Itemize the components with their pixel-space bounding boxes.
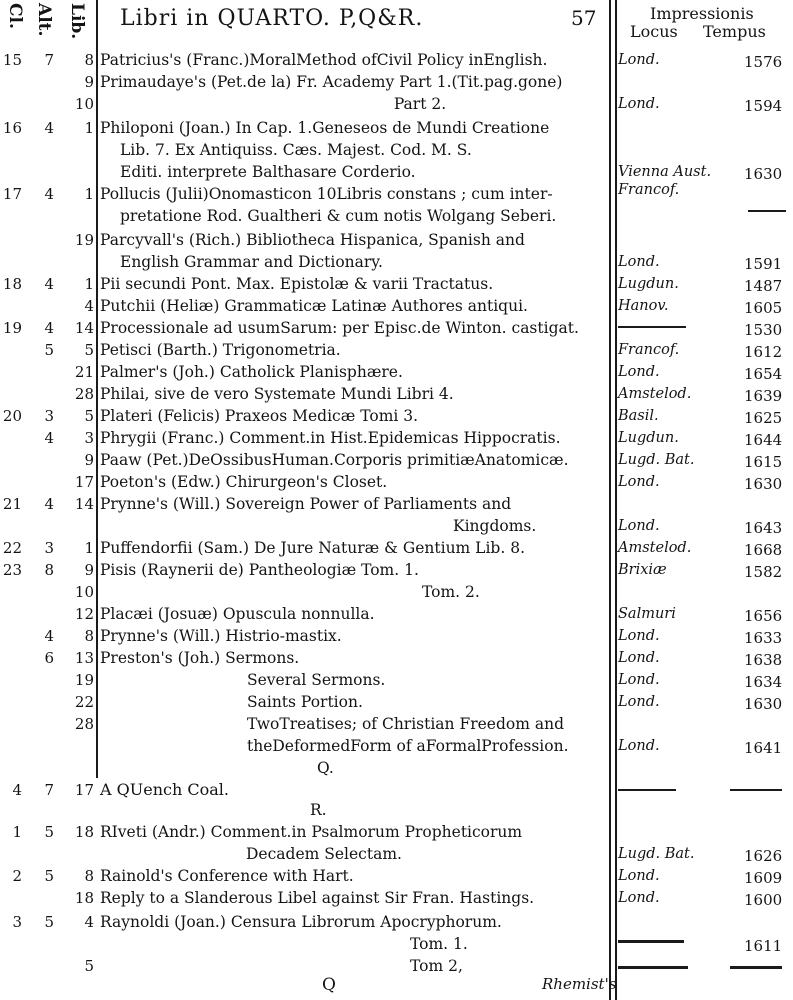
entry-locus: Lond. (618, 650, 660, 666)
entry-lib: 5 (84, 341, 94, 359)
entry-alt: 4 (44, 119, 54, 137)
entry-cl: 16 (2, 119, 22, 137)
entry-text: Parcyvall's (Rich.) Bibliotheca Hispanica, Spanish and (100, 231, 525, 249)
header-locus: Locus (630, 22, 678, 41)
entry-alt: 7 (44, 51, 54, 69)
locus-dash (618, 789, 676, 791)
locus-dash (618, 966, 688, 969)
entry-tempus: 1487 (744, 277, 783, 295)
entry-text: Plateri (Felicis) Praxeos Medicæ Tomi 3. (100, 407, 419, 425)
entry-text: Decadem Selectam. (246, 845, 402, 863)
entry-lib: 12 (74, 605, 94, 623)
column-label-lib: Lib. (67, 3, 87, 40)
locus-dash (618, 326, 686, 328)
entry-text: Poeton's (Edw.) Chirurgeon's Closet. (100, 473, 388, 491)
locus-dash (618, 940, 684, 943)
entry-locus: Lond. (618, 628, 660, 644)
entry-text: Processionale ad usumSarum: per Episc.de Winton. castigat. (100, 319, 579, 337)
entry-tempus: 1600 (744, 891, 783, 909)
entry-alt: 6 (44, 649, 54, 667)
entry-cl: 23 (2, 561, 22, 579)
entry-text: Saints Portion. (247, 693, 363, 711)
entry-text: A QUench Coal. (100, 780, 229, 799)
entry-cl: 3 (12, 913, 22, 931)
column-rule-entries-right (615, 0, 617, 1000)
tempus-dash (730, 789, 782, 791)
entry-lib: 8 (84, 51, 94, 69)
entry-text: Tom. 1. (410, 935, 468, 953)
entry-locus: Lond. (618, 694, 660, 710)
entry-tempus: 1630 (744, 165, 783, 183)
entry-text: TwoTreatises; of Christian Freedom and (247, 715, 564, 733)
entry-tempus: 1656 (744, 607, 783, 625)
entry-lib: 18 (74, 823, 94, 841)
entry-locus: Vienna Aust. (618, 164, 712, 180)
entry-cl: 4 (12, 781, 22, 799)
entry-text: Preston's (Joh.) Sermons. (100, 649, 300, 667)
entry-tempus: 1644 (744, 431, 783, 449)
entry-alt: 4 (44, 275, 54, 293)
entry-text: Editi. interprete Balthasare Corderio. (120, 163, 416, 181)
entry-text: Tom. 2. (422, 583, 480, 601)
entry-lib: 28 (74, 715, 94, 733)
entry-locus: Lond. (618, 518, 660, 534)
entry-locus: Francof. (618, 342, 680, 358)
entry-tempus: 1582 (744, 563, 783, 581)
entry-cl: 17 (2, 185, 22, 203)
entry-text: Several Sermons. (247, 671, 386, 689)
entry-lib: 18 (74, 889, 94, 907)
entry-text: Paaw (Pet.)DeOssibusHuman.Corporis primitiæAnatomicæ. (100, 451, 569, 469)
entry-tempus: 1634 (744, 673, 783, 691)
entry-tempus: 1609 (744, 869, 783, 887)
entry-locus: Lond. (618, 254, 660, 270)
entry-text: Phrygii (Franc.) Comment.in Hist.Epidemicas Hippocratis. (100, 429, 561, 447)
entry-lib: 8 (84, 627, 94, 645)
page-title: Libri in QUARTO. P,Q&R. (120, 6, 424, 31)
entry-alt: 5 (44, 341, 54, 359)
entry-lib: 4 (84, 297, 94, 315)
entry-lib: 8 (84, 867, 94, 885)
entry-text: Primaudaye's (Pet.de la) Fr. Academy Part 1.(Tit.pag.gone) (100, 73, 563, 91)
entry-text: Rainold's Conference with Hart. (100, 867, 354, 885)
entry-tempus: 1594 (744, 97, 783, 115)
entry-tempus: 1638 (744, 651, 783, 669)
entry-alt: 5 (44, 913, 54, 931)
entry-text: Prynne's (Will.) Sovereign Power of Parliaments and (100, 495, 512, 513)
entry-tempus: 1630 (744, 475, 783, 493)
entry-locus: Lond. (618, 868, 660, 884)
entry-cl: 15 (2, 51, 22, 69)
header-tempus: Tempus (703, 22, 766, 41)
entry-locus: Lond. (618, 890, 660, 906)
entry-locus: Lugd. Bat. (618, 452, 695, 468)
entry-alt: 3 (44, 539, 54, 557)
entry-cl: 21 (2, 495, 22, 513)
entry-alt: 4 (44, 627, 54, 645)
entry-lib: 9 (84, 561, 94, 579)
entry-text: Puffendorfii (Sam.) De Jure Naturæ & Gentium Lib. 8. (100, 539, 525, 557)
entry-text: Putchii (Heliæ) Grammaticæ Latinæ Authores antiqui. (100, 297, 528, 315)
entry-alt: 8 (44, 561, 54, 579)
entry-lib: 5 (84, 957, 94, 975)
entry-lib: 4 (84, 913, 94, 931)
entry-lib: 3 (84, 429, 94, 447)
entry-tempus: 1639 (744, 387, 783, 405)
entry-tempus: 1615 (744, 453, 783, 471)
entry-lib: 1 (84, 119, 94, 137)
page-number: 57 (571, 6, 597, 30)
entry-alt: 4 (44, 185, 54, 203)
entry-tempus: 1633 (744, 629, 783, 647)
entry-lib: 10 (74, 583, 94, 601)
entry-locus: Salmuri (618, 606, 676, 622)
entry-locus: Brixiæ (618, 562, 667, 578)
entry-tempus: 1643 (744, 519, 783, 537)
entry-text: theDeformedForm of aFormalProfession. (247, 737, 569, 755)
entry-cl: 20 (2, 407, 22, 425)
entry-lib: 28 (74, 385, 94, 403)
entry-lib: 5 (84, 407, 94, 425)
entry-text: Pisis (Raynerii de) Pantheologiæ Tom. 1. (100, 561, 419, 579)
entry-text: Palmer's (Joh.) Catholick Planisphære. (100, 363, 403, 381)
entry-lib: 9 (84, 73, 94, 91)
entry-locus: Lugdun. (618, 276, 679, 292)
entry-lib: 1 (84, 539, 94, 557)
entry-tempus: 1612 (744, 343, 783, 361)
entry-locus: Lond. (618, 364, 660, 380)
signature-mark: Q (322, 975, 336, 995)
entry-lib: 1 (84, 185, 94, 203)
entry-text: R. (310, 801, 327, 819)
entry-tempus: 1591 (744, 255, 783, 273)
entry-text: English Grammar and Dictionary. (120, 253, 383, 271)
entry-tempus: 1605 (744, 299, 783, 317)
entry-lib: 1 (84, 275, 94, 293)
entry-text: Lib. 7. Ex Antiquiss. Cæs. Majest. Cod. M. S. (120, 141, 472, 159)
entry-locus: Amstelod. (618, 386, 692, 402)
entry-cl: 19 (2, 319, 22, 337)
entry-cl: 1 (12, 823, 22, 841)
entry-lib: 14 (74, 495, 94, 513)
entry-alt: 3 (44, 407, 54, 425)
entry-locus: Francof. (618, 182, 680, 198)
entry-text: Philoponi (Joan.) In Cap. 1.Geneseos de Mundi Creatione (100, 119, 550, 137)
column-label-cl: Cl. (5, 3, 25, 29)
entry-lib: 17 (74, 473, 94, 491)
entry-lib: 22 (74, 693, 94, 711)
entry-lib: 17 (74, 781, 94, 799)
entry-text: pretatione Rod. Gualtheri & cum notis Wolgang Seberi. (120, 207, 557, 225)
entry-text: Part 2. (393, 95, 447, 113)
entry-alt: 7 (44, 781, 54, 799)
entry-locus: Lond. (618, 474, 660, 490)
entry-locus: Lugd. Bat. (618, 846, 695, 862)
entry-lib: 14 (74, 319, 94, 337)
entry-tempus: 1626 (744, 847, 783, 865)
entry-text: Raynoldi (Joan.) Censura Librorum Apocryphorum. (100, 913, 502, 931)
entry-locus: Lond. (618, 52, 660, 68)
entry-text: Philai, sive de vero Systemate Mundi Libri 4. (100, 385, 454, 403)
entry-text: Pii secundi Pont. Max. Epistolæ & varii Tractatus. (100, 275, 494, 293)
entry-text: Patricius's (Franc.)MoralMethod ofCivil Policy inEnglish. (100, 51, 548, 69)
entry-text: Kingdoms. (453, 517, 537, 535)
entry-text: Q. (317, 759, 334, 777)
entry-locus: Lond. (618, 738, 660, 754)
entry-tempus: 1576 (744, 53, 783, 71)
entry-tempus: 1654 (744, 365, 783, 383)
entry-alt: 4 (44, 319, 54, 337)
entry-lib: 19 (74, 231, 94, 249)
entry-text: Petisci (Barth.) Trigonometria. (100, 341, 341, 359)
entry-lib: 10 (74, 95, 94, 113)
entry-cl: 22 (2, 539, 22, 557)
entry-alt: 4 (44, 429, 54, 447)
entry-alt: 4 (44, 495, 54, 513)
entry-locus: Basil. (618, 408, 659, 424)
tempus-dash (748, 210, 786, 212)
entry-tempus: 1641 (744, 739, 783, 757)
entry-tempus: 1668 (744, 541, 783, 559)
entry-locus: Lond. (618, 672, 660, 688)
column-label-alt: Alt. (34, 3, 54, 37)
entry-lib: 13 (74, 649, 94, 667)
entry-lib: 21 (74, 363, 94, 381)
entry-tempus: 1530 (744, 321, 783, 339)
entry-locus: Lugdun. (618, 430, 679, 446)
entry-alt: 5 (44, 823, 54, 841)
entry-cl: 2 (12, 867, 22, 885)
entry-text: Reply to a Slanderous Libel against Sir Fran. Hastings. (100, 889, 535, 907)
entry-text: Pollucis (Julii)Onomasticon 10Libris constans ; cum inter- (100, 185, 553, 203)
entry-text: Tom 2, (410, 957, 463, 975)
entry-locus: Lond. (618, 96, 660, 112)
entry-tempus: 1611 (744, 937, 783, 955)
entry-locus: Amstelod. (618, 540, 692, 556)
catchword: Rhemist's (542, 975, 617, 993)
entry-locus: Hanov. (618, 298, 669, 314)
entry-cl: 18 (2, 275, 22, 293)
entry-lib: 19 (74, 671, 94, 689)
header-impressionis: Impressionis (650, 4, 754, 23)
column-rule-entries-left (609, 0, 611, 1000)
entry-alt: 5 (44, 867, 54, 885)
tempus-dash (730, 966, 782, 969)
entry-lib: 9 (84, 451, 94, 469)
entry-text: RIveti (Andr.) Comment.in Psalmorum Propheticorum (100, 823, 523, 841)
column-rule-lib (96, 0, 98, 778)
entry-text: Prynne's (Will.) Histrio-mastix. (100, 627, 342, 645)
entry-tempus: 1625 (744, 409, 783, 427)
entry-tempus: 1630 (744, 695, 783, 713)
entry-text: Placæi (Josuæ) Opuscula nonnulla. (100, 605, 375, 623)
